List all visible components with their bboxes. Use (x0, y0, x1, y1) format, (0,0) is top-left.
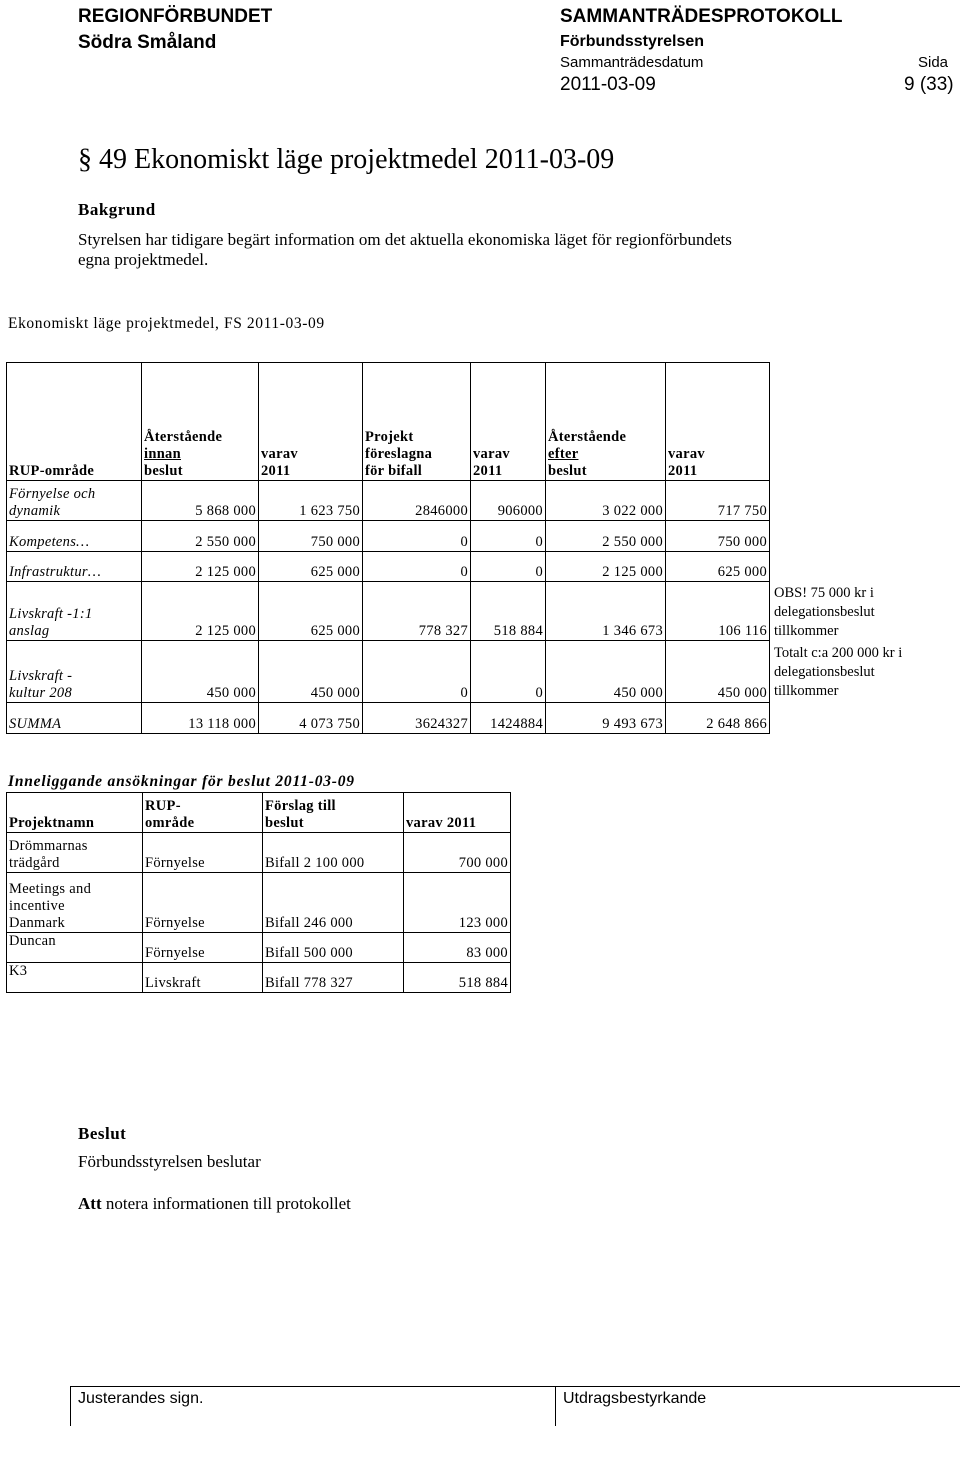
note-total: Totalt c:a 200 000 kr i delegationsbeslut tillkommer (774, 645, 903, 699)
cell-area: Förnyelse (143, 933, 263, 963)
table-row (7, 521, 770, 552)
cell-value: 0 (363, 521, 471, 552)
row-name: Infrastruktur… (7, 552, 142, 582)
cell-value: 700 000 (404, 833, 511, 873)
section-title-text: 49 Ekonomiskt läge projektmedel 2011-03-09 (99, 144, 615, 175)
cell-value: 717 750 (666, 481, 770, 521)
table-row (7, 582, 770, 641)
cell-value: 0 (471, 552, 546, 582)
cell-value: 450 000 (142, 641, 259, 703)
table-row (7, 641, 770, 703)
background-heading: Bakgrund (78, 200, 156, 219)
page-label: Sida (918, 54, 949, 71)
cell-value: 0 (363, 552, 471, 582)
note-obs: OBS! 75 000 kr i delegationsbeslut tillkommer (774, 585, 875, 639)
cell-value: 2 648 866 (666, 703, 770, 734)
cell-value: 2 550 000 (142, 521, 259, 552)
cell-area: Förnyelse (143, 833, 263, 873)
paragraph-marker: § (78, 144, 92, 175)
cell-value: 2 125 000 (142, 582, 259, 641)
footer-left-border (70, 1386, 71, 1426)
cell-value: 0 (471, 641, 546, 703)
header-rup-area: RUP- område (143, 793, 263, 833)
decision-heading: Beslut (78, 1124, 127, 1143)
header-proposal: Förslag till beslut (263, 793, 404, 833)
cell-value: 83 000 (404, 933, 511, 963)
cell-value: 518 884 (471, 582, 546, 641)
cell-value: 13 118 000 (142, 703, 259, 734)
applications-caption: Inneliggande ansökningar för beslut 2011-03-09 (8, 773, 355, 790)
header-of-which-2011-c: varav 2011 (666, 363, 770, 481)
background-text-line2: egna projektmedel. (78, 250, 209, 269)
cell-area: Förnyelse (143, 873, 263, 933)
cell-value: 906000 (471, 481, 546, 521)
decision-statement: Att notera informationen till protokollet (78, 1194, 351, 1213)
org-name: REGIONFÖRBUNDET (78, 6, 273, 27)
header-remaining-before: Återstående innan beslut (142, 363, 259, 481)
cell-value: 123 000 (404, 873, 511, 933)
table-caption: Ekonomiskt läge projektmedel, FS 2011-03-09 (8, 315, 325, 332)
table-row (7, 963, 511, 993)
cell-value: 518 884 (404, 963, 511, 993)
header-of-which-2011: varav 2011 (259, 363, 363, 481)
cell-value: 2 125 000 (142, 552, 259, 582)
cell-value: 750 000 (666, 521, 770, 552)
cell-decision: Bifall 246 000 (263, 873, 404, 933)
cell-value: 450 000 (546, 641, 666, 703)
page-number: 9 (33) (904, 74, 954, 95)
cell-value: 2 125 000 (546, 552, 666, 582)
table-row-total (7, 703, 770, 734)
cell-value: 4 073 750 (259, 703, 363, 734)
project-name: Drömmarnas trädgård (7, 833, 143, 873)
table-row (7, 933, 511, 963)
cell-value: 1424884 (471, 703, 546, 734)
background-text-line1: Styrelsen har tidigare begärt information om det aktuella ekonomiska läget för regionförbundets (78, 230, 732, 249)
row-name: SUMMA (7, 703, 142, 734)
cell-value: 778 327 (363, 582, 471, 641)
board-name: Förbundsstyrelsen (560, 33, 705, 50)
cell-value: 0 (471, 521, 546, 552)
decision-text: Förbundsstyrelsen beslutar (78, 1152, 261, 1171)
header-projects-proposed: Projekt föreslagna för bifall (363, 363, 471, 481)
footer-divider (70, 1386, 960, 1387)
meeting-date: 2011-03-09 (560, 74, 656, 95)
cell-value: 450 000 (259, 641, 363, 703)
org-subname: Södra Småland (78, 32, 217, 53)
header-of-which-2011: varav 2011 (404, 793, 511, 833)
cell-value: 1 346 673 (546, 582, 666, 641)
cell-value: 2 550 000 (546, 521, 666, 552)
cell-value: 625 000 (666, 552, 770, 582)
cell-value: 750 000 (259, 521, 363, 552)
project-name: K3 (7, 963, 143, 993)
applications-table (6, 792, 511, 993)
cell-value: 1 623 750 (259, 481, 363, 521)
section-title (78, 144, 614, 176)
footer-mid-border (555, 1386, 556, 1426)
cell-decision: Bifall 2 100 000 (263, 833, 404, 873)
row-name: Kompetens… (7, 521, 142, 552)
project-name: Meetings and incentive Danmark (7, 873, 143, 933)
row-name: Förnyelse och dynamik (7, 481, 142, 521)
table-row (7, 833, 511, 873)
cell-value: 3 022 000 (546, 481, 666, 521)
cell-value: 9 493 673 (546, 703, 666, 734)
header-of-which-2011-b: varav 2011 (471, 363, 546, 481)
header-project-name: Projektnamn (7, 793, 143, 833)
cell-value: 3624327 (363, 703, 471, 734)
table-header-row (7, 363, 770, 481)
cell-value: 625 000 (259, 552, 363, 582)
budget-table (6, 362, 770, 734)
date-label: Sammanträdesdatum (560, 54, 704, 71)
table-row (7, 873, 511, 933)
cell-decision: Bifall 500 000 (263, 933, 404, 963)
row-name: Livskraft - kultur 208 (7, 641, 142, 703)
header-rup-area: RUP-område (7, 363, 142, 481)
row-name: Livskraft -1:1 anslag (7, 582, 142, 641)
cell-value: 0 (363, 641, 471, 703)
cell-value: 2846000 (363, 481, 471, 521)
doc-type: SAMMANTRÄDESPROTOKOLL (560, 6, 843, 27)
project-name: Duncan (7, 933, 143, 963)
cell-value: 5 868 000 (142, 481, 259, 521)
cell-decision: Bifall 778 327 (263, 963, 404, 993)
table-row (7, 481, 770, 521)
header-remaining-after: Återstående efter beslut (546, 363, 666, 481)
table-header-row (7, 793, 511, 833)
table-row (7, 552, 770, 582)
cell-area: Livskraft (143, 963, 263, 993)
footer-signature-label: Justerandes sign. (78, 1390, 204, 1407)
footer-certified-label: Utdragsbestyrkande (563, 1390, 707, 1407)
cell-value: 625 000 (259, 582, 363, 641)
cell-value: 450 000 (666, 641, 770, 703)
cell-value: 106 116 (666, 582, 770, 641)
